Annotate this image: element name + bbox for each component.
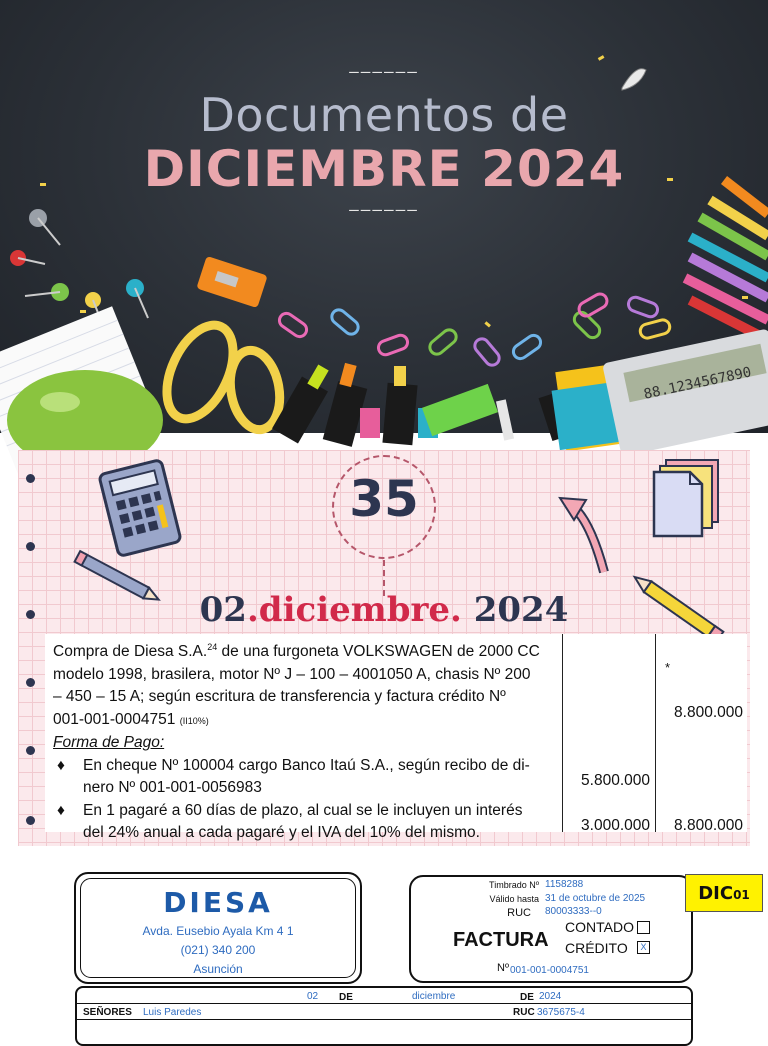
document-tag: DIC01 [685,874,763,912]
diamond-bullet-icon: ♦ [57,756,65,774]
entry-line: modelo 1998, brasilera, motor Nº J – 100 – 4001050 A, chasis Nº 200 [53,665,531,683]
document-number: 35 [349,470,419,528]
contado-label: CONTADO [565,919,634,935]
credito-label: CRÉDITO [565,940,628,956]
credito-checkbox[interactable]: X [637,941,650,954]
invoice-month: diciembre [412,991,456,1002]
payment-item-cheque-cont: nero Nº 001-001-0056983 [83,779,262,797]
company-city: Asunción [193,962,243,976]
client-info-box [75,986,693,1046]
invoice-header-box [409,875,693,983]
ruc-value: 80003333--0 [545,906,602,917]
invoice-day: 02 [307,991,319,1002]
date-day: 02 [199,590,247,630]
payment-method-heading: Forma de Pago: [53,734,165,752]
valido-value: 31 de octubre de 2025 [545,893,646,904]
client-ruc-label: RUC [513,1007,535,1018]
company-phone: (021) 340 200 [180,943,256,957]
notebook-hole [26,816,35,825]
entry-description [53,636,558,845]
total-amount-2: 8.800.000 [674,817,743,834]
numero-label: Nº [497,962,509,974]
column-divider [562,634,563,832]
diamond-bullet-icon: ♦ [57,801,65,819]
company-info-box [74,872,362,984]
title-divider-top: –––––– [349,62,419,81]
calculator-display: 88.1234567890 [642,364,753,403]
timbrado-label: Timbrado Nº [489,880,539,890]
entry-line: – 450 – 15 A; según escritura de transferencia y factura crédito Nº [53,688,506,706]
cheque-amount: 5.800.000 [581,772,650,789]
invoice-number: 001-001-0004751 [510,965,589,976]
timbrado-value: 1158288 [545,879,584,890]
client-name: Luis Paredes [143,1007,202,1018]
documents-doodle-icon [654,460,718,536]
total-amount: 8.800.000 [674,704,743,721]
company-address: Avda. Eusebio Ayala Km 4 1 [142,924,294,938]
curved-arrow-icon [560,498,604,572]
title-divider-bottom: –––––– [349,200,419,219]
page-title-line2: DICIEMBRE 2024 [143,140,625,198]
payment-item-pagare: ♦ En 1 pagaré a 60 días de plazo, al cual se le incluyen un interés [53,800,558,823]
column-divider [655,634,656,832]
pagare-amount: 3.000.000 [581,817,650,834]
page-title-line1: Documentos de [199,88,569,142]
valido-label: Válido hasta [489,894,539,904]
payment-item-cheque: ♦ En cheque Nº 100004 cargo Banco Itaú S.A., según recibo de di- [53,755,558,778]
invoice-year: 2024 [539,991,562,1002]
entry-line: 001-001-0004751 (II10%) [53,710,209,728]
client-ruc-value: 3675675-4 [537,1007,585,1018]
entry-line: Compra de Diesa S.A.$^{24}$ de una furgoneta VOLKSWAGEN de 2000 CC [53,642,540,661]
senores-label: SEÑORES [83,1007,132,1018]
de-label-1: DE [339,992,353,1003]
asterisk-mark: * [665,660,671,675]
de-label-2: DE [520,992,534,1003]
entry-date: 02.diciembre. 2024 [199,590,569,630]
calculator-doodle-icon [99,460,181,557]
ruc-label: RUC [507,907,531,919]
notebook-hole [26,678,35,687]
journal-entry-table [45,634,747,842]
payment-item-pagare-cont: del 24% anual a cada pagaré y el IVA del 10% del mismo. [83,824,480,842]
date-year: 2024 [473,590,569,630]
contado-checkbox[interactable] [637,921,650,934]
date-month: diciembre [258,590,451,630]
invoice-title: FACTURA [453,929,549,951]
company-logo-name: DIESA [163,886,273,919]
notebook-hole [26,746,35,755]
